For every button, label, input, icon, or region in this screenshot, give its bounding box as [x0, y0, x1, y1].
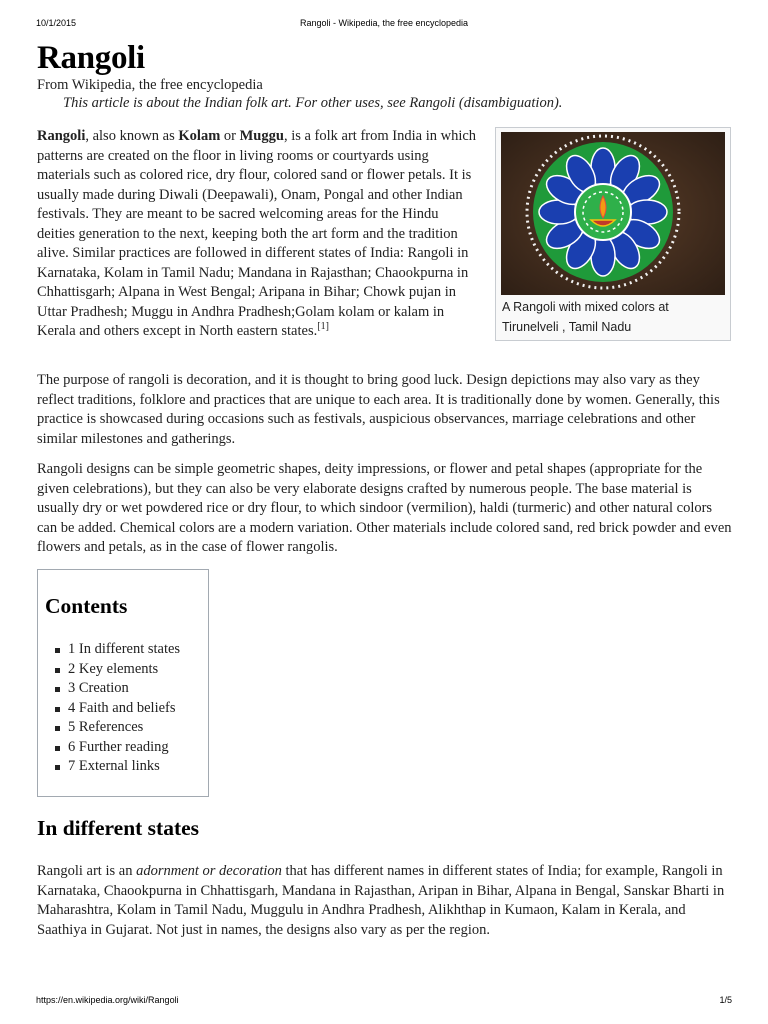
toc-item[interactable]: 7 External links — [68, 757, 180, 777]
image-caption: A Rangoli with mixed colors at Tirunelveli , Tamil Nadu — [502, 300, 669, 334]
toc-item[interactable]: 5 References — [68, 718, 180, 738]
rangoli-photo[interactable] — [501, 132, 725, 295]
page-title: Rangoli — [37, 40, 145, 76]
toc-item[interactable]: 2 Key elements — [68, 660, 180, 680]
reference-link[interactable]: [1] — [317, 321, 329, 333]
term-muggu: Muggu — [239, 128, 284, 144]
purpose-paragraph: The purpose of rangoli is decoration, and it is thought to bring good luck. Design depictions may also vary as they reflect traditions, folklore and practices that are unique to each area. It is traditionally done by women. Generally, this practice is showcased during occasions such as festivals, auspicious observances, marriage celebrations and other similar milestones and gatherings. — [37, 372, 720, 447]
term-rangoli: Rangoli — [37, 128, 86, 144]
term-kolam: Kolam — [178, 128, 221, 144]
print-page-title: Rangoli - Wikipedia, the free encyclopedia — [299, 18, 469, 28]
rangoli-illustration — [501, 132, 725, 295]
different-states-paragraph: Rangoli art is an adornment or decoration that has different names in different states of India; for example, Rangoli in Karnataka, Chaookpurna in Chhattisgarh, Mandana in Rajasthan, Aripan in Bihar, Alpana in Bengal, Sanskar Bharti in Maharashtra, Kolam in Tamil Nadu, Muggulu in Andhra Pradhesh, Alikhthap in Kumaon, Kalam in Kerala, and Saathiya in Gujarat. Not just in names, the designs also vary as per the region. — [37, 863, 725, 938]
section-heading-different-states: In different states — [37, 816, 200, 840]
toc-item[interactable]: 6 Further reading — [68, 738, 180, 758]
hatnote[interactable]: This article is about the Indian folk art. For other uses, see Rangoli (disambiguation). — [63, 95, 563, 111]
toc-item[interactable]: 4 Faith and beliefs — [68, 699, 180, 719]
toc-item[interactable]: 3 Creation — [68, 679, 180, 699]
site-tagline: From Wikipedia, the free encyclopedia — [37, 77, 263, 93]
article-content — [37, 40, 732, 938]
toc-list — [68, 640, 180, 777]
print-page-number: 1/5 — [719, 995, 732, 1005]
toc-item[interactable]: 1 In different states — [68, 640, 180, 660]
toc-title: Contents — [45, 594, 128, 618]
print-date: 10/1/2015 — [36, 18, 77, 28]
image-infobox — [495, 127, 731, 341]
designs-paragraph: Rangoli designs can be simple geometric shapes, deity impressions, or flower and petal shapes (appropriate for the given celebrations), but they can also be very elaborate designs crafted by numerous people. The base material is usually dry or wet powdered rice or dry flour, to which sindoor (vermilion), haldi (turmeric) and other natural colors can be added. Chemical colors are a modern variation. Other materials include colored sand, red brick powder and even flowers and petals, as in the case of flower rangolis. — [37, 461, 732, 555]
table-of-contents — [37, 569, 209, 797]
print-url: https://en.wikipedia.org/wiki/Rangoli — [36, 995, 179, 1005]
adornment-emphasis: adornment or decoration — [136, 863, 282, 879]
intro-paragraph: Rangoli, also known as Kolam or Muggu, is a folk art from India in which patterns are created on the floor in living rooms or courtyards using materials such as colored rice, dry flour, colored sand or flower petals. It is usually made during Diwali (Deepawali), Onam, Pongal and other Indian festivals. They are meant to be sacred welcoming areas for the Hindu deities generation to the next, keeping both the art form and the tradition alive. Similar practices are followed in different states of India: Rangoli in Karnataka, Kolam in Tamil Nadu; Mandana in Rajasthan; Chaookpurna in Chhattisgarh; Alpana in West Bengal; Aripana in Bihar; Chowk pujan in Uttar Pradhesh; Muggu in Andhra Pradhesh;Golam kolam or kalam in Kerala and others except in North eastern states.[1] — [37, 128, 477, 339]
